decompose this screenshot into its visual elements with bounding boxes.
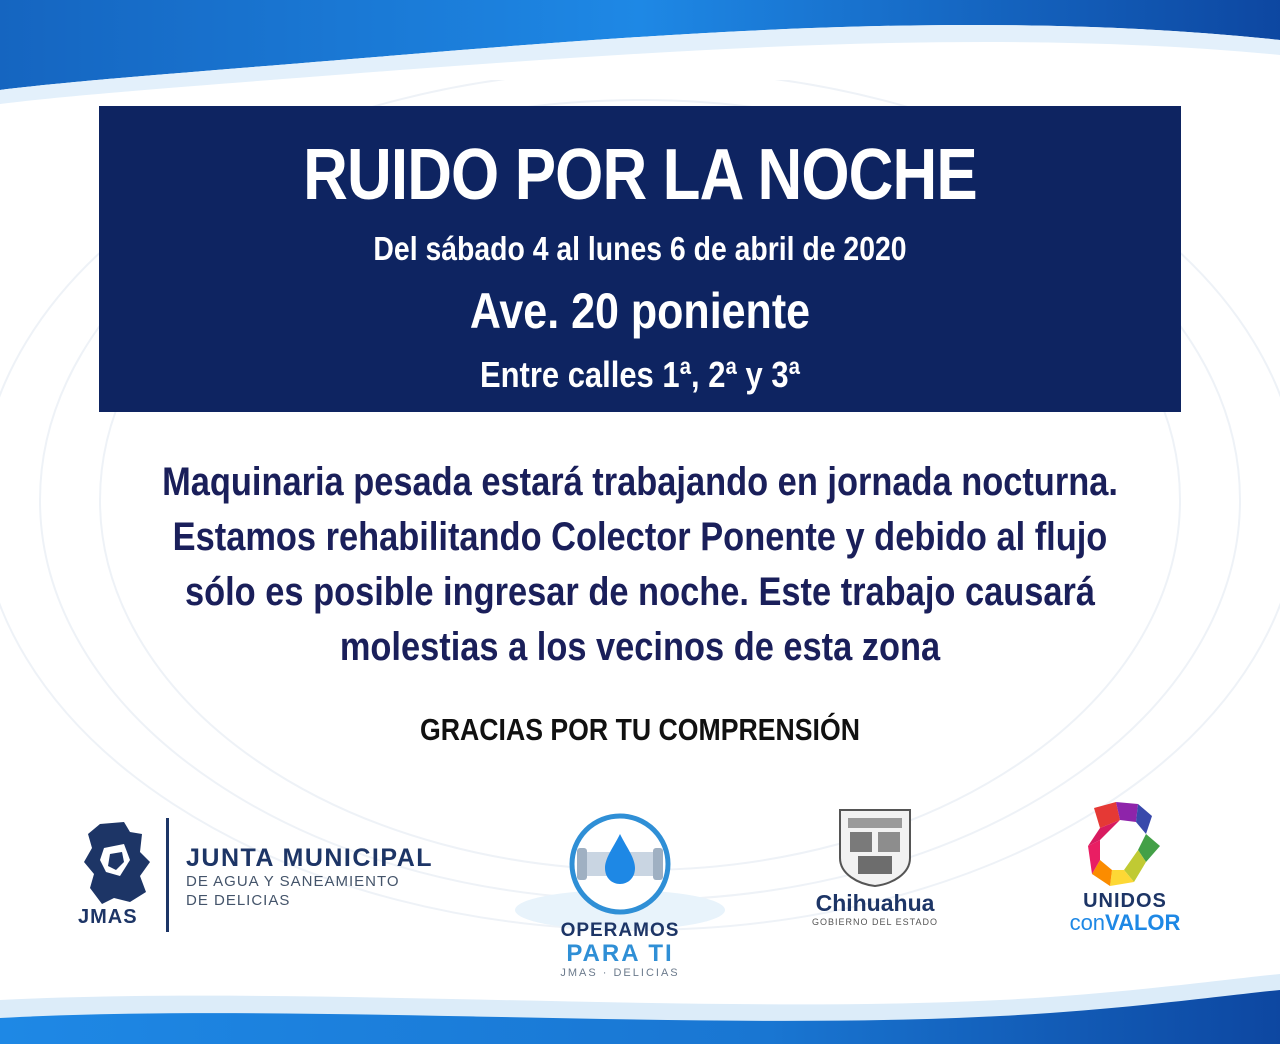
jmas-acronym: JMAS [78,906,138,928]
jmas-line2: DE DELICIAS [186,892,291,909]
message-line: molestias a los vecinos de esta zona [339,625,941,669]
state-shield-icon [838,808,912,888]
message-line: Estamos rehabilitando Colector Ponente y debido al flujo [172,515,1108,559]
message-paragraph [124,455,1156,675]
operamos-line1: OPERAMOS [560,920,680,941]
water-drop-icon [515,812,725,932]
jmas-name: JUNTA MUNICIPAL [186,844,434,872]
jmas-line1: DE AGUA Y SANEAMIENTO [186,873,400,890]
message-line: Maquinaria pesada estará trabajando en jornada nocturna. [162,460,1118,504]
chihuahua-logo [800,808,950,934]
operamos-logo [515,812,725,982]
chihuahua-sub: GOBIERNO DEL ESTADO [811,917,939,927]
message-line: sólo es posible ingresar de noche. Este trabajo causará [184,570,1096,614]
unidos-valor: VALOR [1105,910,1181,935]
banner-title: RUIDO POR LA NOCHE [303,135,977,215]
jmas-map-icon [80,818,152,908]
unidos-line2 [1050,910,1200,936]
unidos-logo [1050,800,1200,936]
headline-banner [99,106,1181,412]
banner-streets: Entre calles 1ª, 2ª y 3ª [479,354,801,395]
thanks-text: GRACIAS POR TU COMPRENSIÓN [420,712,860,747]
banner-dates: Del sábado 4 al lunes 6 de abril de 2020 [373,230,907,267]
unidos-con: con [1069,910,1106,935]
banner-avenue: Ave. 20 poniente [469,283,811,339]
jmas-divider [166,818,169,932]
operamos-line2: PARA TI [566,940,674,967]
operamos-line3: JMAS · DELICIAS [560,967,680,979]
unidos-line1: UNIDOS [1083,890,1167,912]
chihuahua-name: Chihuahua [815,890,935,916]
jmas-logo [76,816,456,936]
colorful-map-icon [1086,800,1162,890]
